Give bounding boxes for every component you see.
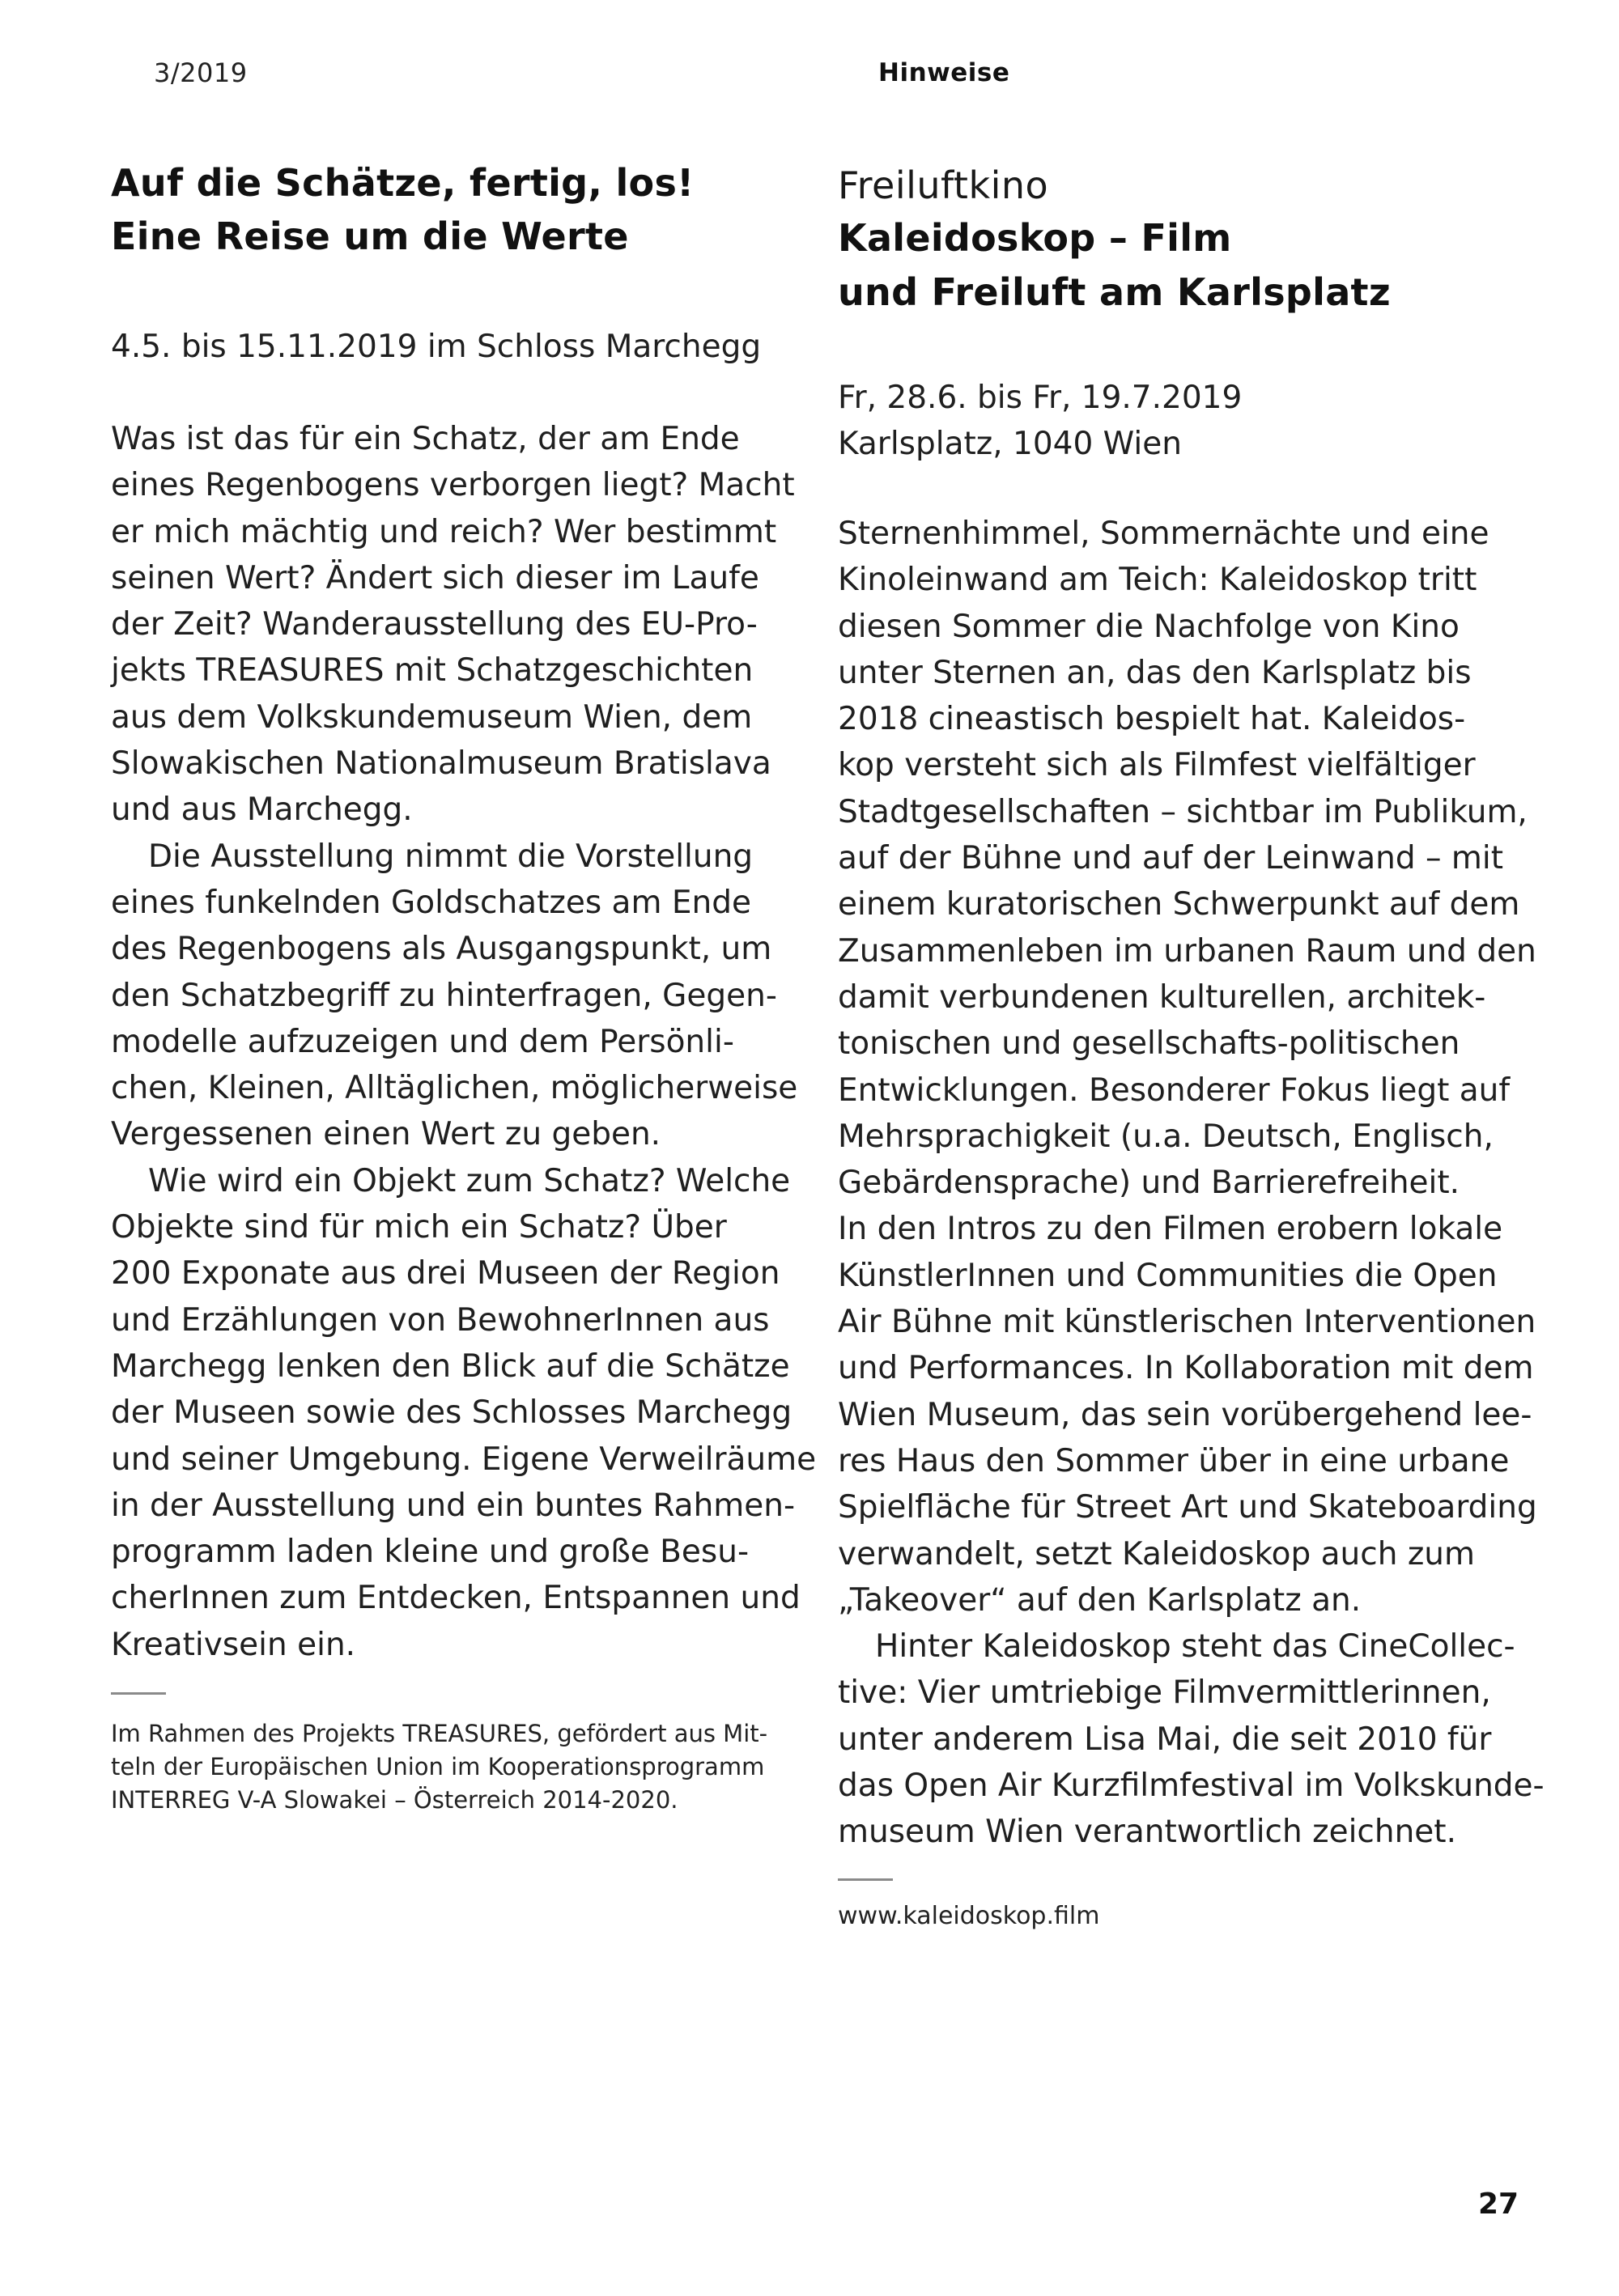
section-title: Hinweise: [878, 58, 1010, 87]
body-line: tonischen und gesellschafts-politischen: [838, 1025, 1460, 1063]
body-line: damit verbundenen kulturellen, architek-: [838, 978, 1486, 1016]
issue-number: 3/2019: [154, 57, 248, 88]
body-line: den Schatzbegriff zu hinterfragen, Gegen-: [111, 977, 777, 1014]
body-line: und seiner Umgebung. Eigene Verweilräume: [111, 1441, 817, 1478]
article-title-line-2: Eine Reise um die Werte: [111, 214, 629, 258]
body-line: eines Regenbogens verborgen liegt? Macht: [111, 467, 795, 504]
article-location: Karlsplatz, 1040 Wien: [838, 426, 1182, 462]
body-line: eines funkelnden Goldschatzes am Ende: [111, 884, 751, 921]
body-line: KünstlerInnen und Communities die Open: [838, 1257, 1498, 1294]
body-line: und aus Marchegg.: [111, 792, 413, 829]
body-line: Slowakischen Nationalmuseum Bratislava: [111, 745, 771, 783]
article-kicker: Freiluftkino: [838, 163, 1049, 207]
body-line: Kinoleinwand am Teich: Kaleidoskop tritt: [838, 562, 1477, 599]
body-line: cherInnen zum Entdecken, Entspannen und: [111, 1580, 801, 1617]
body-line: er mich mächtig und reich? Wer bestimmt: [111, 513, 777, 550]
body-line: 200 Exponate aus drei Museen der Region: [111, 1255, 780, 1292]
body-line: Wie wird ein Objekt zum Schatz? Welche: [148, 1162, 791, 1199]
article-body: [111, 416, 816, 1668]
body-line: und Performances. In Kollaboration mit dem: [838, 1350, 1534, 1387]
body-line: seinen Wert? Ändert sich dieser im Laufe: [111, 559, 759, 596]
body-line: programm laden kleine und große Besu-: [111, 1534, 750, 1571]
body-line: unter anderem Lisa Mai, die seit 2010 für: [838, 1721, 1492, 1758]
body-line: in der Ausstellung und ein buntes Rahmen-: [111, 1487, 796, 1524]
body-line: Objekte sind für mich ein Schatz? Über: [111, 1209, 727, 1246]
body-line: verwandelt, setzt Kaleidoskop auch zum: [838, 1535, 1476, 1572]
footnote-divider: [111, 1692, 166, 1695]
body-line: einem kuratorischen Schwerpunkt auf dem: [838, 886, 1520, 923]
body-line: tive: Vier umtriebige Filmvermittlerinnen,: [838, 1674, 1491, 1712]
article-title-line-1: Auf die Schätze, fertig, los!: [111, 161, 695, 205]
body-line: der Museen sowie des Schlosses Marchegg: [111, 1394, 793, 1432]
body-line: diesen Sommer die Nachfolge von Kino: [838, 608, 1460, 645]
page-number: 27: [1478, 2188, 1519, 2221]
body-line: Gebärdensprache) und Barrierefreiheit.: [838, 1165, 1460, 1202]
body-line: 2018 cineastisch bespielt hat. Kaleidos-: [838, 701, 1466, 738]
body-line: Hinter Kaleidoskop steht das CineCollec-: [875, 1628, 1515, 1666]
body-line: Air Bühne mit künstlerischen Interventionen: [838, 1304, 1536, 1341]
article-body: [838, 511, 1545, 1856]
footnote-line: Im Rahmen des Projekts TREASURES, gefördert aus Mit-: [111, 1720, 768, 1747]
body-line: Entwicklungen. Besonderer Fokus liegt auf: [838, 1072, 1511, 1109]
body-line: Kreativsein ein.: [111, 1626, 356, 1663]
body-line: Die Ausstellung nimmt die Vorstellung: [148, 838, 754, 875]
body-line: auf der Bühne und auf der Leinwand – mit: [838, 840, 1504, 877]
body-line: Zusammenleben im urbanen Raum und den: [838, 932, 1536, 970]
footnote-line: INTERREG V-A Slowakei – Österreich 2014-2020.: [111, 1786, 678, 1814]
body-line: aus dem Volkskundemuseum Wien, dem: [111, 698, 753, 736]
body-line: Spielfläche für Street Art und Skateboarding: [838, 1489, 1537, 1526]
body-line: Was ist das für ein Schatz, der am Ende: [111, 421, 740, 457]
body-line: res Haus den Sommer über in eine urbane: [838, 1442, 1510, 1479]
body-line: „Takeover“ auf den Karlsplatz an.: [838, 1581, 1362, 1619]
body-line: und Erzählungen von BewohnerInnen aus: [111, 1301, 770, 1339]
body-line: das Open Air Kurzfilmfestival im Volkskunde-: [838, 1768, 1545, 1805]
body-line: unter Sternen an, das den Karlsplatz bis: [838, 654, 1472, 691]
website-link[interactable]: www.kaleidoskop.film: [838, 1902, 1100, 1930]
article-title-line-1: Kaleidoskop – Film: [838, 216, 1232, 260]
body-line: kop versteht sich als Filmfest vielfältiger: [838, 747, 1476, 784]
body-line: Wien Museum, das sein vorübergehend lee-: [838, 1396, 1532, 1433]
body-line: des Regenbogens als Ausgangspunkt, um: [111, 931, 772, 968]
article-title-line-2: und Freiluft am Karlsplatz: [838, 270, 1391, 314]
body-line: chen, Kleinen, Alltäglichen, möglicherweise: [111, 1070, 798, 1107]
url-divider: [838, 1878, 893, 1881]
body-line: modelle aufzuzeigen und dem Persönli-: [111, 1023, 734, 1060]
article-date: Fr, 28.6. bis Fr, 19.7.2019: [838, 380, 1243, 416]
body-line: der Zeit? Wanderausstellung des EU-Pro-: [111, 606, 758, 643]
body-line: jekts TREASURES mit Schatzgeschichten: [111, 652, 754, 690]
body-line: In den Intros zu den Filmen erobern lokale: [838, 1211, 1503, 1248]
body-line: Vergessenen einen Wert zu geben.: [111, 1116, 661, 1153]
article-date-location: 4.5. bis 15.11.2019 im Schloss Marchegg: [111, 329, 762, 365]
footnote: [111, 1717, 767, 1817]
footnote-line: teln der Europäischen Union im Kooperationsprogramm: [111, 1753, 765, 1780]
body-line: Mehrsprachigkeit (u.a. Deutsch, Englisch,: [838, 1118, 1494, 1155]
body-line: Stadtgesellschaften – sichtbar im Publikum,: [838, 793, 1528, 830]
body-line: Sternenhimmel, Sommernächte und eine: [838, 516, 1489, 552]
body-line: Marchegg lenken den Blick auf die Schätze: [111, 1347, 790, 1385]
body-line: museum Wien verantwortlich zeichnet.: [838, 1814, 1456, 1851]
